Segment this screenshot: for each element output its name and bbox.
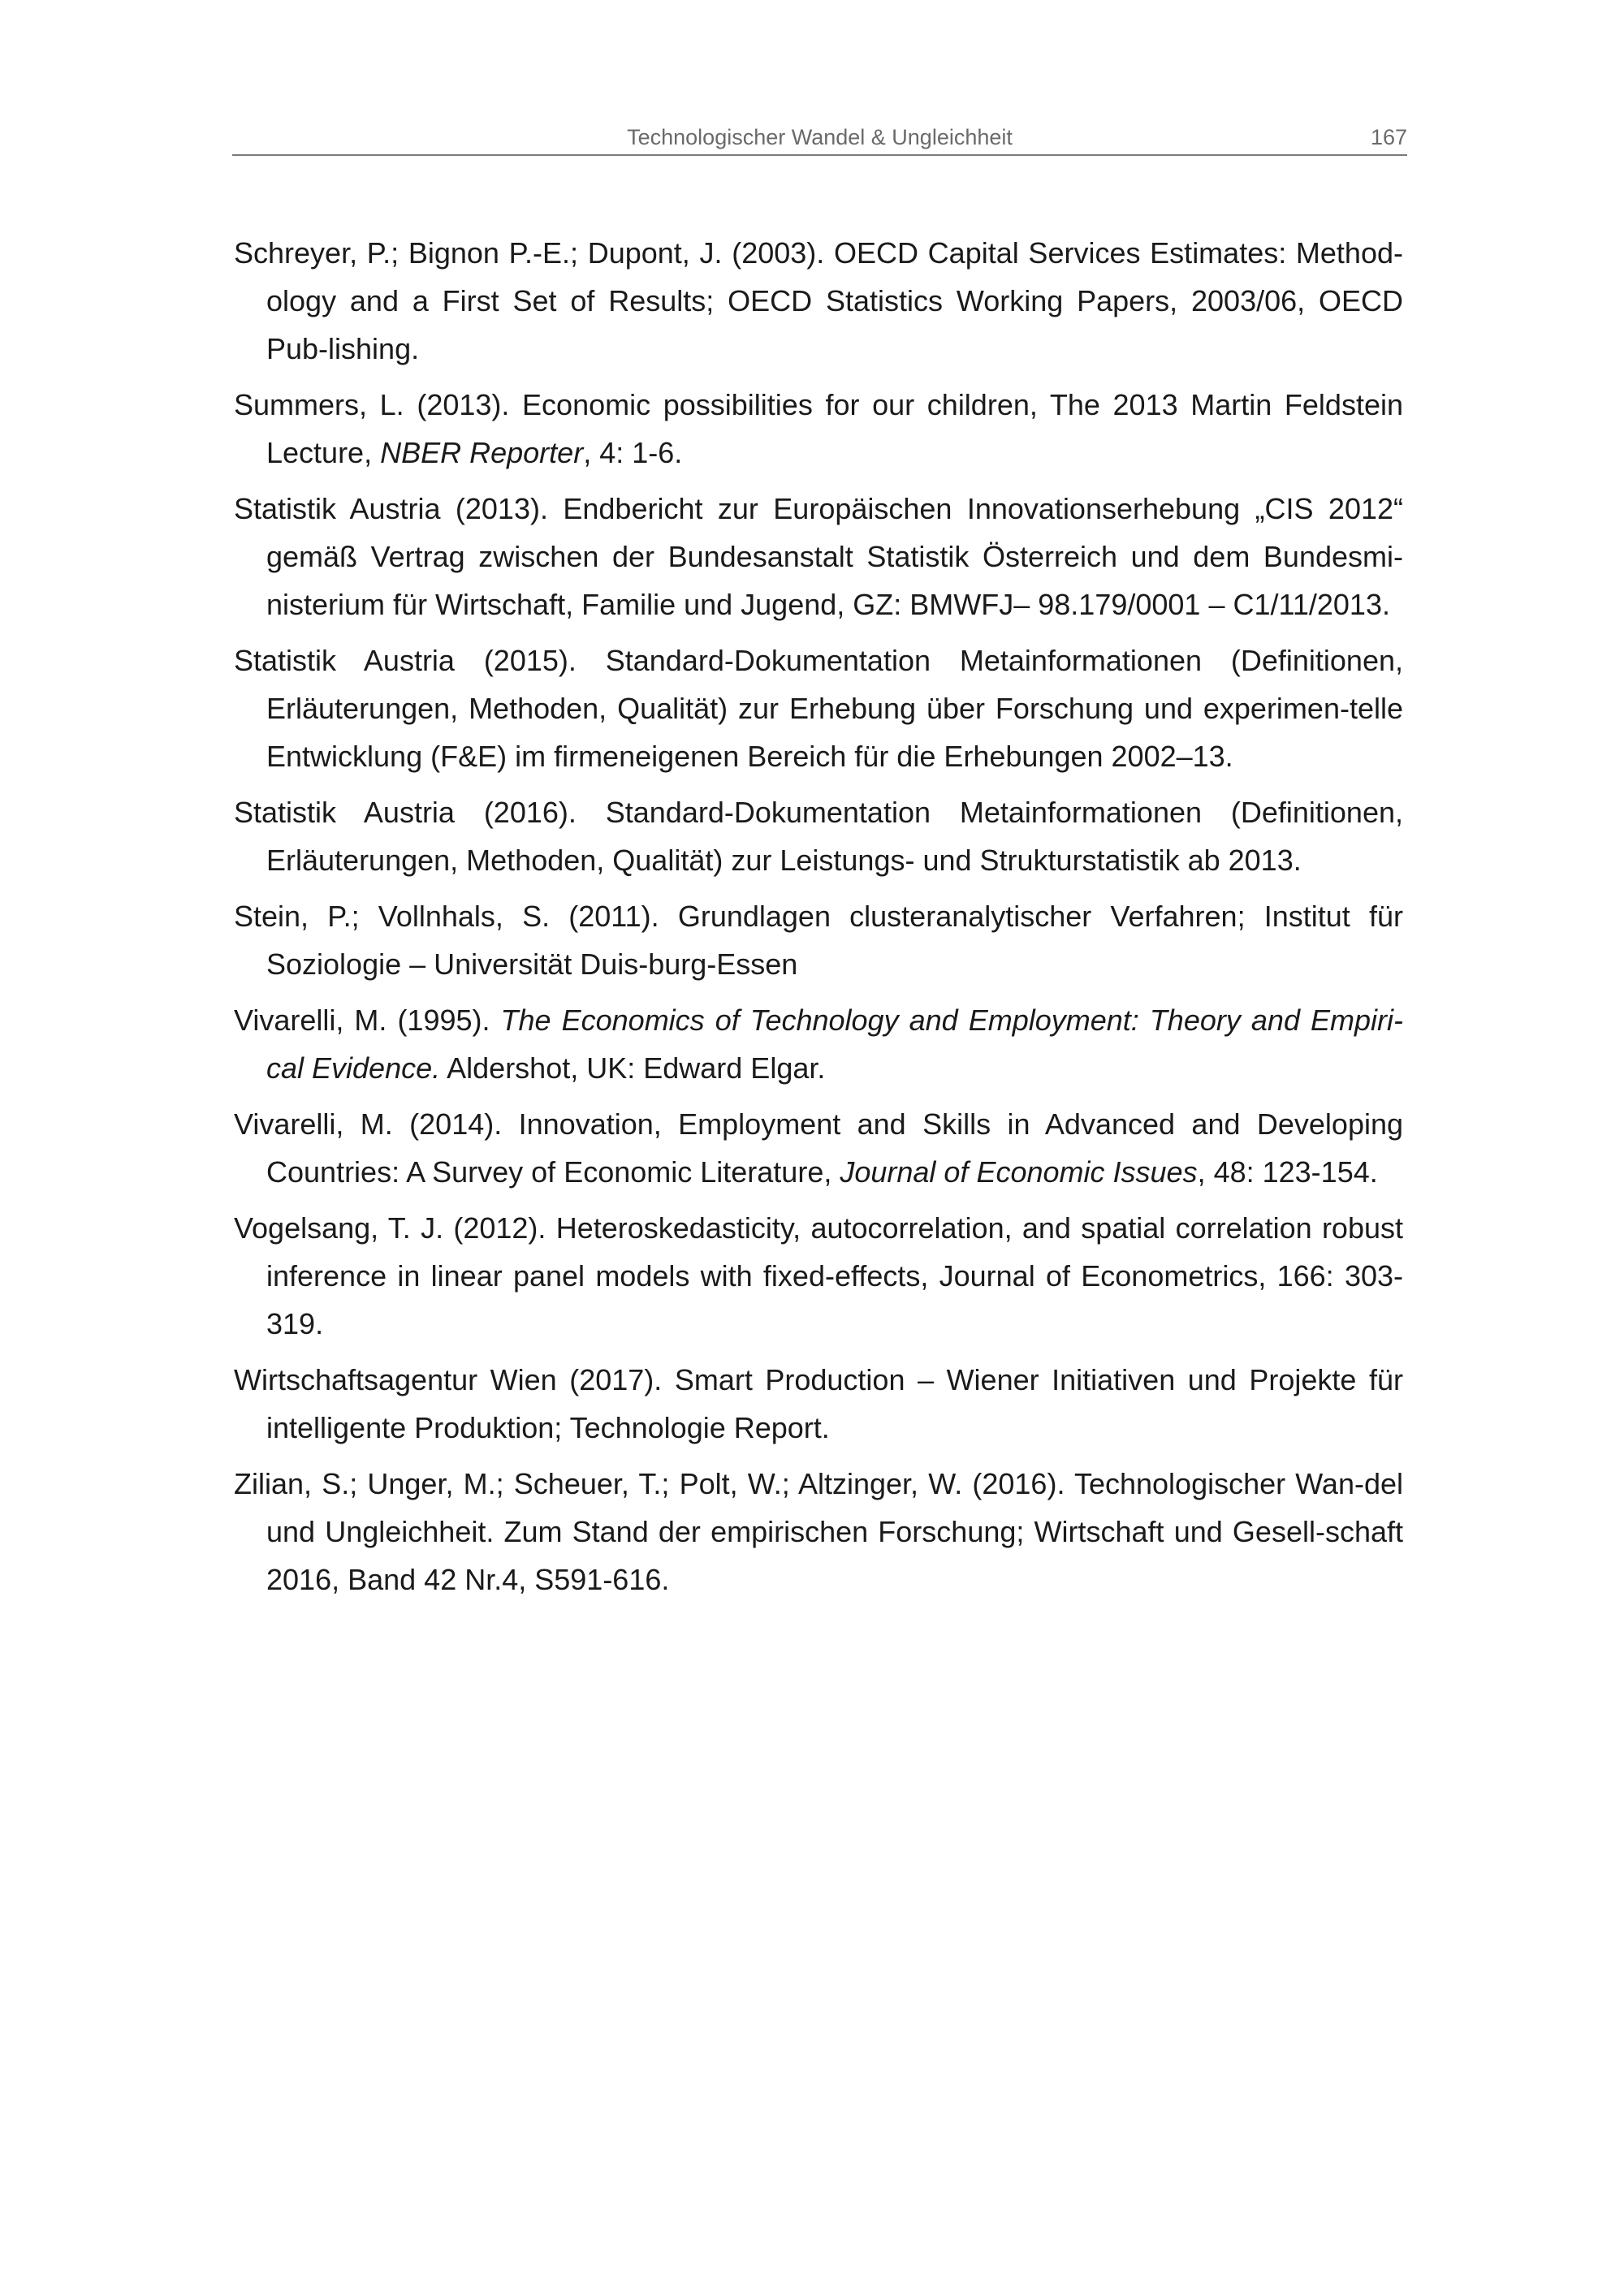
reference-entry: Vogelsang, T. J. (2012). Heteroskedasticity, autocorrelation, and spatial correlation robust inference in linear panel models with fixed-effects, Journal of Econometrics, 166: 303-319. <box>234 1211 1403 1340</box>
running-title: Technologischer Wandel & Ungleichheit <box>627 125 1013 149</box>
reference-entry: Statistik Austria (2013). Endbericht zur Europäischen Innovationserhebung „CIS 2012“ gemäß Vertrag zwischen der Bundesanstalt Statistik Österreich und dem Bundesmi-nisterium für Wirtschaft, Familie und Jugend, GZ: BMWFJ– 98.179/0001 – C1/11/2013. <box>234 492 1403 621</box>
reference-entry: Vivarelli, M. (2014). Innovation, Employment and Skills in Advanced and Developing Countries: A Survey of Economic Literature, Journal of Economic Issues, 48: 123-154. <box>234 1107 1403 1189</box>
reference-entry: Zilian, S.; Unger, M.; Scheuer, T.; Polt, W.; Altzinger, W. (2016). Technologischer Wan-del und Ungleichheit. Zum Stand der empirischen Forschung; Wirtschaft und Gesell-schaft 2016, Band 42 Nr.4, S591-616. <box>234 1467 1403 1596</box>
page-header <box>232 122 1407 156</box>
reference-entry: Statistik Austria (2016). Standard-Dokumentation Metainformationen (Definitionen, Erläuterungen, Methoden, Qualität) zur Leistungs- und Strukturstatistik ab 2013. <box>234 796 1403 877</box>
book-title: The Economics of Technology and Employment: Theory and Empiri-cal Evidence. <box>266 1003 1403 1085</box>
reference-list <box>234 229 1403 1612</box>
journal-title: NBER Reporter <box>380 436 584 469</box>
reference-entry: Wirtschaftsagentur Wien (2017). Smart Production – Wiener Initiativen und Projekte für intelligente Produktion; Technologie Report. <box>234 1363 1403 1444</box>
reference-entry: Schreyer, P.; Bignon P.-E.; Dupont, J. (2003). OECD Capital Services Estimates: Method-ology and a First Set of Results; OECD Statistics Working Papers, 2003/06, OECD Pub-lishing. <box>234 236 1403 365</box>
reference-entry: Stein, P.; Vollnhals, S. (2011). Grundlagen clusteranalytischer Verfahren; Institut für Soziologie – Universität Duis-burg-Essen <box>234 900 1403 981</box>
reference-entry: Summers, L. (2013). Economic possibilities for our children, The 2013 Martin Feldstein Lecture, NBER Reporter, 4: 1-6. <box>234 388 1403 469</box>
reference-entry: Vivarelli, M. (1995). The Economics of Technology and Employment: Theory and Empiri-cal Evidence. Aldershot, UK: Edward Elgar. <box>234 1003 1403 1085</box>
page-number: 167 <box>1370 125 1407 149</box>
reference-entry: Statistik Austria (2015). Standard-Dokumentation Metainformationen (Definitionen, Erläuterungen, Methoden, Qualität) zur Erhebung über Forschung und experimen-telle Entwicklung (F&E) im firmeneigenen Bereich für die Erhebungen 2002–13. <box>234 644 1403 773</box>
journal-title: Journal of Economic Issues <box>840 1155 1198 1189</box>
